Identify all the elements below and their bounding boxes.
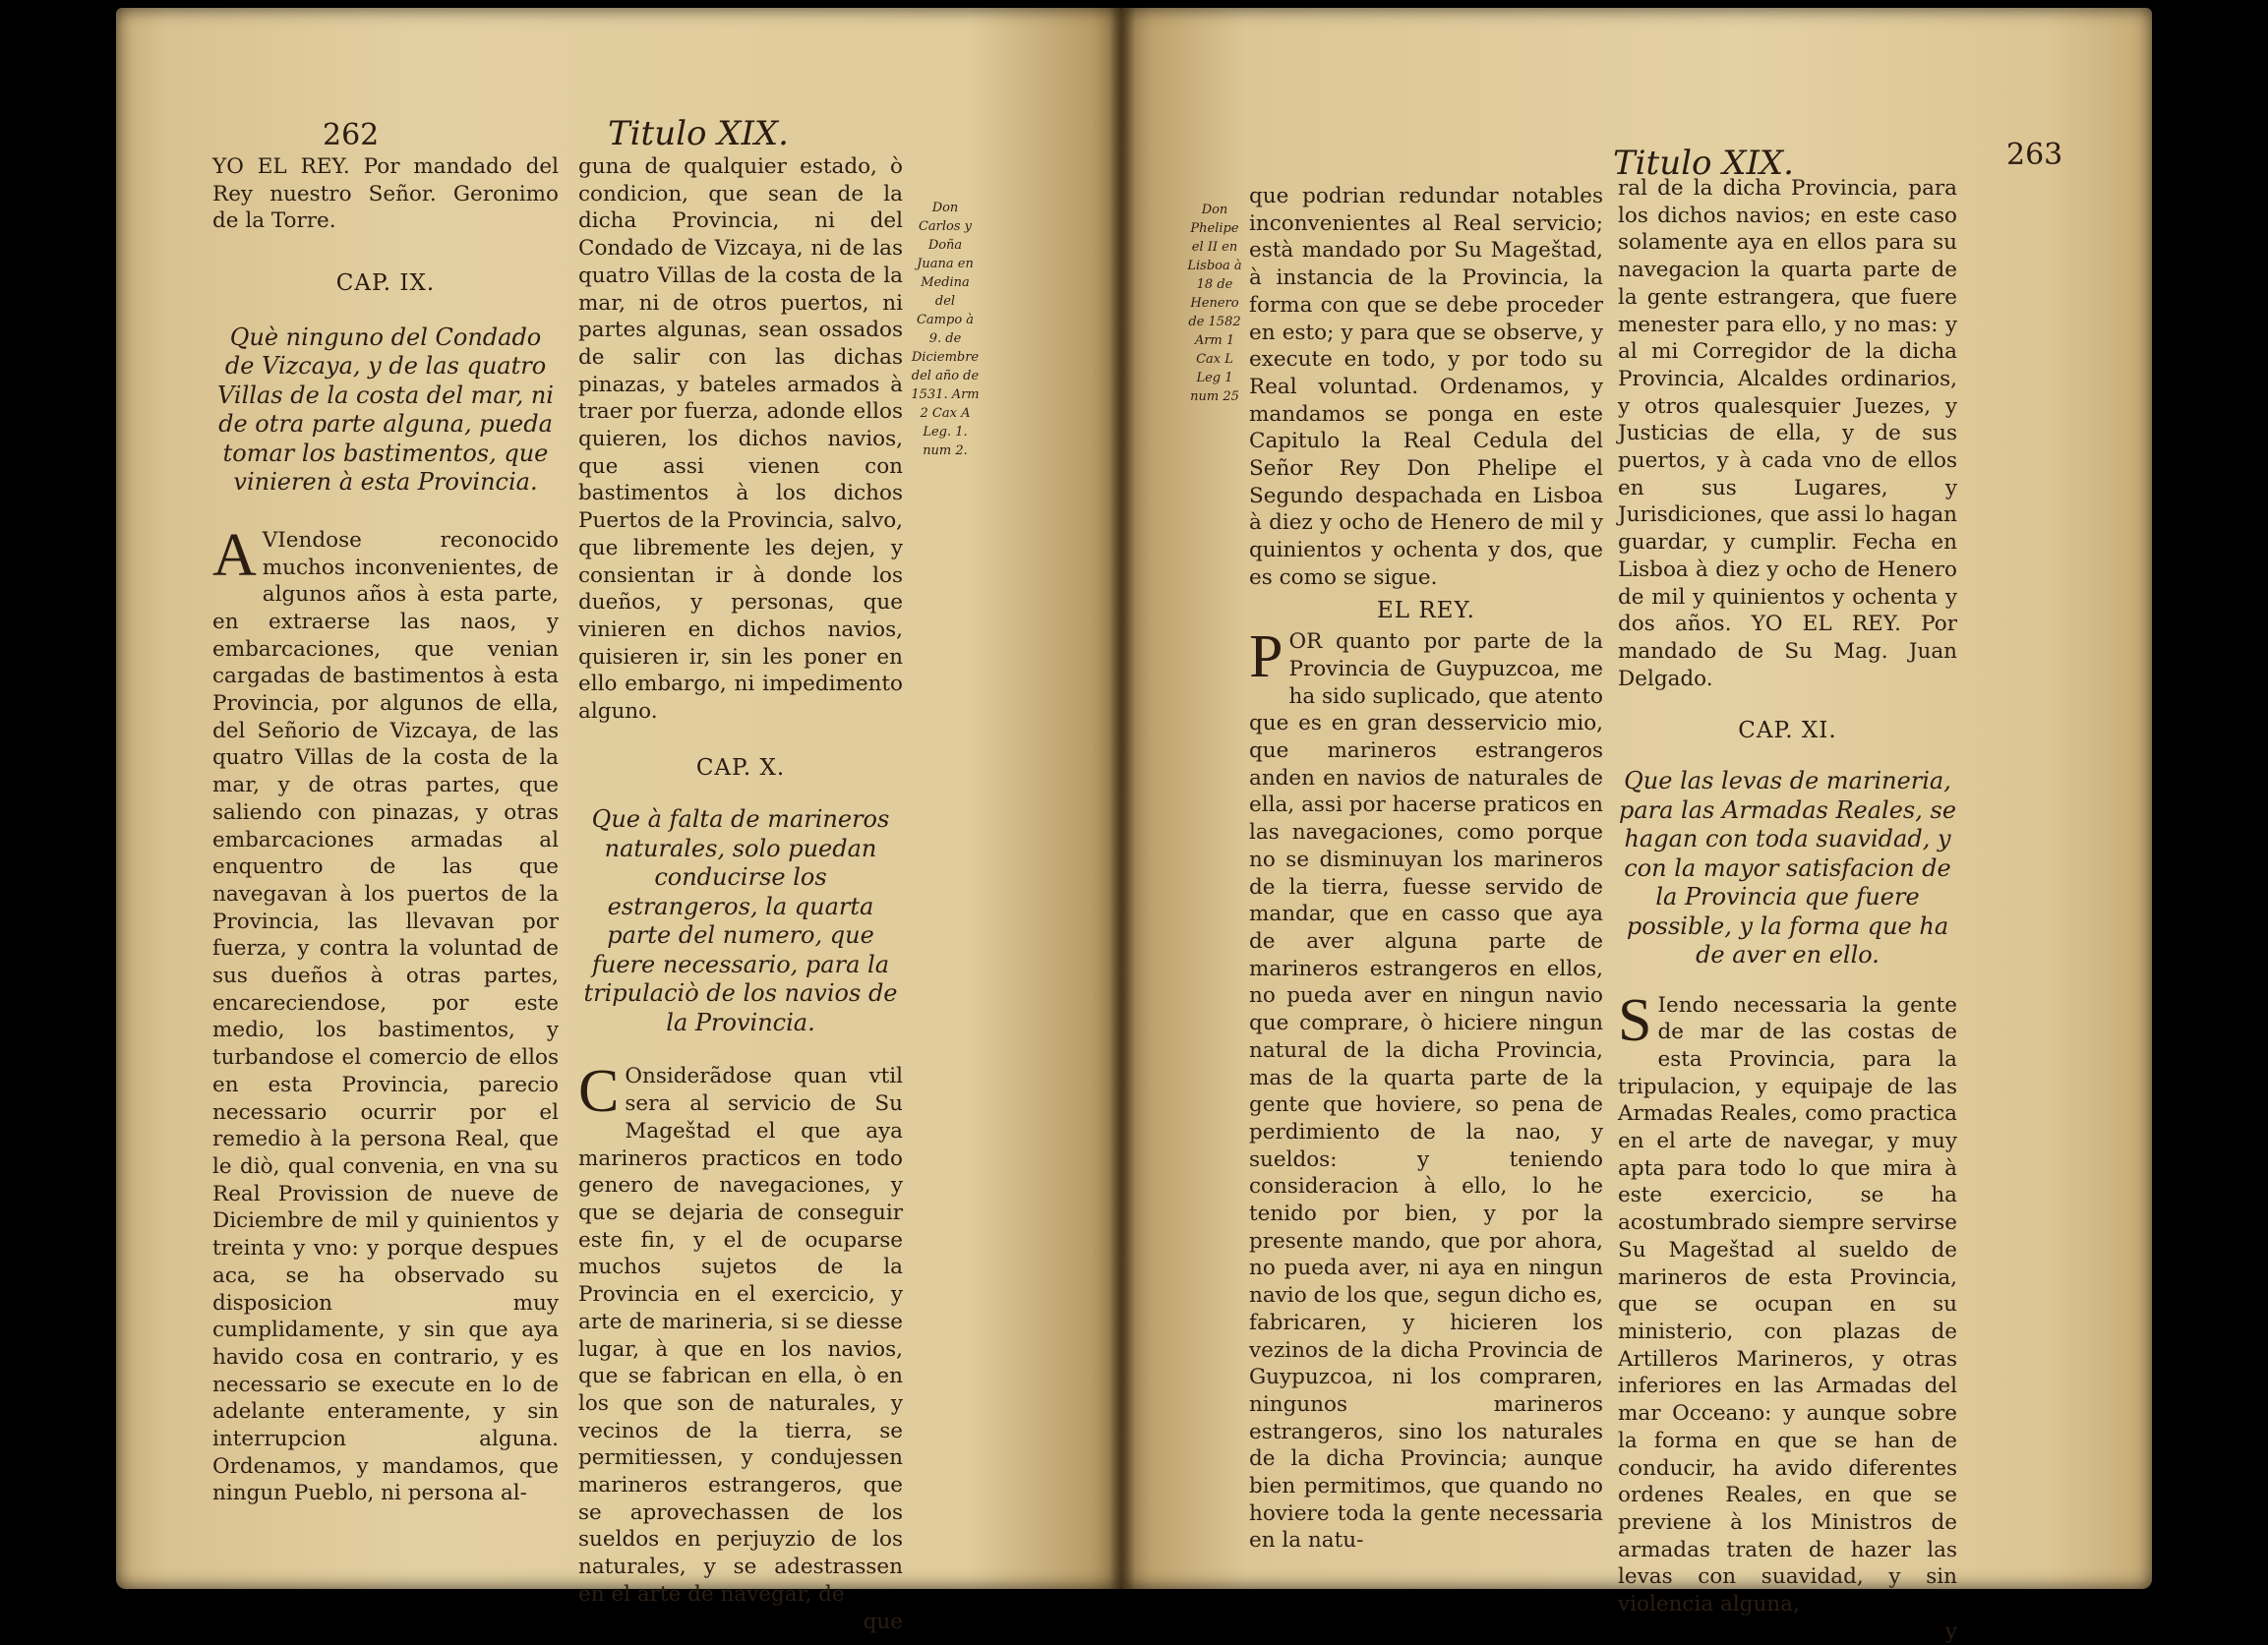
cedula-body: POR quanto por parte de la Provincia de Guypuzcoa, me ha sido suplicado, que atento que es en gran desservicio mio, que marineros estrangeros anden en navios de naturales de ella, assi por hacerse praticos en las navegaciones, como porque no se disminuyan los marineros de la tierra, fuesse servido de mandar, que en casso que aya de aver alguna parte de marineros estrangeros en ellos, no pueda aver en ningun navio que comprare, ò hiciere ningun natural de la dicha Provincia, mas de la quarta parte de la gente que hoviere, so pena de perdimiento de la nao, y sueldos: y teniendo consideracion à ello, lo he tenido por bien, y por la presente mando, que por ahora, no pueda aver, ni aya en ningun navio de los que, segun dicho es, fabricaren, y hicieren los vezinos de la dicha Provincia de Guypuzcoa, ni los compraren, ningunos marineros estrangeros, sino los naturales de la dicha Provincia; aunque bien permitimos, que quando no hoviere toda la gente necessaria en la natu- <box>1249 623 1603 1554</box>
chapter-body: S Iendo necessaria la gente de mar de las costas de esta Provincia, para la tripulacion, y equipaje de las Armadas Reales, como practica en el arte de navegar, y muy apta para todo lo que mira à este exercicio, se ha acostumbrado siempre servirse Su Mageštad al sueldo de marineros de esta Provincia, que se ocupan en su ministerio, con plazas de Artilleros Marineros, y otras inferiores en las Armadas del mar Occeano: y aunque sobre la forma en que se han de conducir, ha avido diferentes ordenes Reales, en que se previene à los Ministros de armadas traten de hazer las levas con suavidad, y sin violencia alguna, <box>1618 986 1957 1617</box>
chapter-body-continued: guna de qualquier estado, ò condicion, que sean de la dicha Provincia, ni del Condado de Vizcaya, ni de las quatro Villas de la costa de la mar, ni de otros puertos, ni partes algunas, sean ossados de salir con las dichas pinazas, y bateles armados à traer por fuerza, adonde ellos quieren, los dichos navios, que assi vienen con bastimentos à los dichos Puertos de la Provincia, salvo, que libremente les dejen, y consientan ir à donde los dueños, y personas, que vinieren en dichos navios, quisieren ir, sin les poner en ello embargo, ni impedimento alguno. <box>578 154 903 725</box>
right-column-2 <box>1618 175 1957 1645</box>
running-title: Titulo XIX. <box>608 114 789 153</box>
catchword: y <box>1944 1618 1957 1644</box>
cedula-body-continued: ral de la dicha Provincia, para los dichos navios; en este caso solamente aya en ellos para su navegacion la quarta parte de la gente estrangera, que fuere menester para ello, y no mas: y al mi Corregidor de la dicha Provincia, Alcaldes ordinarios, y otros qualesquier Juezes, y Justicias de ella, y de sus puertos, y à cada vno de ellos en sus Lugares, y Jurisdiciones, que assi lo hagan guardar, y cumplir. Fecha en Lisboa à diez y ocho de Henero de mil y quinientos y ochenta y dos años. YO EL REY. Por mandado de Su Mag. Juan Delgado. <box>1618 176 1957 691</box>
cedula-heading: EL REY. <box>1376 597 1475 623</box>
drop-capital: A <box>212 521 257 589</box>
chapter-heading: CAP. IX. <box>335 270 436 297</box>
drop-capital: P <box>1249 623 1283 691</box>
chapter-body: C Onsiderãdose quan vtil sera al servicio de Su Mageštad el que aya marineros practicos en todo genero de navegaciones, y que se dejaria de conseguir este fin, y el de ocuparse muchos sujetos de la Provincia en el exercicio, y arte de marineria, si se diesse lugar, à que en los navios, que se fabrican en ella, ò en los que son de naturales, y vecinos de la tierra, se permitiessen, y condujessen marineros estrangeros, que se aprovechassen de los sueldos en perjuyzio de los naturales, y se adestrassen en el arte de navegar, de <box>578 1058 903 1607</box>
chapter-summary: Que à falta de marineros naturales, solo puedan conducirse los estrangeros, la quarta parte del numero, que fuere necessario, para la tripulaciò de los navios de la Provincia. <box>583 805 898 1036</box>
drop-capital: S <box>1618 986 1652 1054</box>
right-column-1 <box>1249 183 1603 1555</box>
chapter-heading: CAP. XI. <box>1738 718 1837 744</box>
chapter-summary: Que las levas de marineria, para las Armadas Reales, se hagan con toda suavidad, y con la mayor satisfacion de la Provincia que fuere possible, y la forma que ha de aver en ello. <box>1618 767 1957 969</box>
right-page <box>1121 8 2152 1644</box>
margin-note: Don Phelipe el II en Lisboa à 18 de Henero de 1582 Arm 1 Cax L Leg 1 num 25 <box>1187 203 1242 404</box>
left-column-2 <box>578 153 903 1635</box>
open-book <box>116 8 2152 1644</box>
catchword: que <box>863 1609 903 1634</box>
chapter-summary: Què ninguno del Condado de Vizcaya, y de las quatro Villas de la costa del mar, ni de otra parte alguna, pueda tomar los bastimentos, que vinieren à esta Provincia. <box>217 323 554 497</box>
royal-signature: YO EL REY. Por mandado del Rey nuestro Señor. Geronimo de la Torre. <box>212 154 559 234</box>
drop-capital: C <box>578 1058 620 1126</box>
chapter-heading: CAP. X. <box>695 754 786 781</box>
book-gutter <box>1109 8 1135 1589</box>
running-title: Titulo XIX. <box>1613 144 1794 183</box>
chapter-body: A VIendose reconocido muchos inconvenientes, de algunos años à esta parte, en extraerse las naos, y embarcaciones, que venian cargadas de bastimentos à esta Provincia, por algunos de ella, del Señorio de Vizcaya, de las quatro Villas de la costa de la mar, y de otras partes, que saliendo con pinazas, y otras embarcaciones armadas al enquentro de las que navegavan à los puertos de la Provincia, las llevavan por fuerza, y contra la voluntad de sus dueños à otras partes, encareciendose, por este medio, los bastimentos, y turbandose el comercio de ellos en esta Provincia, parecio necessario ocurrir por el remedio à la persona Real, que le diò, qual convenia, en vna su Real Provission de nueve de Diciembre de mil y quinientos y treinta y vno: y porque despues aca, se ha observado su disposicion muy cumplidamente, y sin que aya havido cosa en contrario, y es necessario se execute en lo de adelante enteramente, y sin interrupcion alguna. Ordenamos, y mandamos, que ningun Pueblo, ni persona al- <box>212 521 559 1506</box>
chapter-body: que podrian redundar notables inconvenientes al Real servicio; està mandado por Su Mageštad, à instancia de la Provincia, la forma con que se debe proceder en esto; y para que se observe, y execute en todo, y por todo su Real voluntad. Ordenamos, y mandamos se ponga en este Capitulo la Real Cedula del Señor Rey Don Phelipe el Segundo despachada en Lisboa à diez y ocho de Henero de mil y quinientos y ochenta y dos, que es como se sigue. <box>1249 184 1603 590</box>
left-page <box>116 8 1121 1634</box>
margin-note: Don Carlos y Doña Juana en Medina del Campo à 9. de Diciembre del año de 1531. Arm 2 Cax A Leg. 1. num 2. <box>911 201 980 458</box>
page-number: 262 <box>323 118 380 152</box>
page-number: 263 <box>2006 138 2063 172</box>
left-column-1 <box>212 153 559 1507</box>
